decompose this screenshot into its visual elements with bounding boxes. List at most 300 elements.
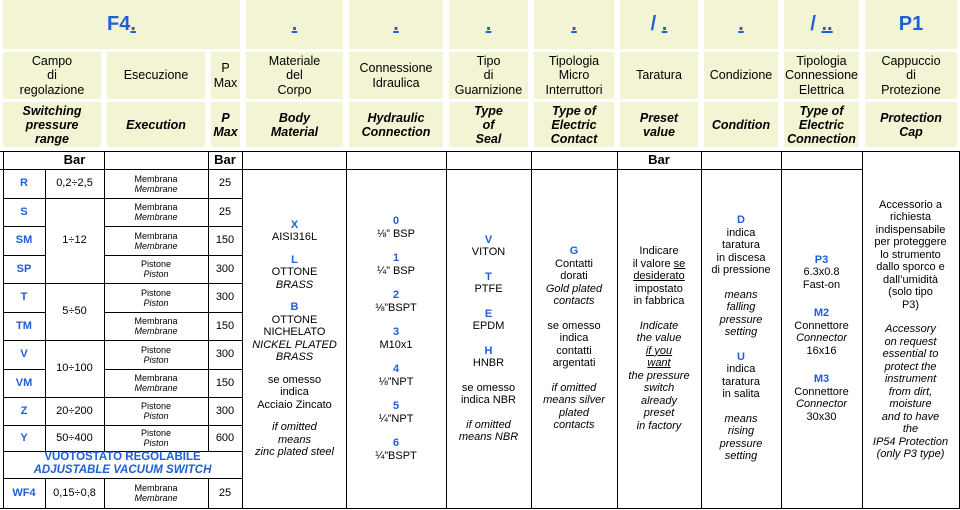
- row-code-text: Z: [20, 404, 28, 417]
- header-tipologia-micro-line2: Micro: [558, 68, 590, 83]
- preset-en1: Indicate: [639, 319, 679, 332]
- header-cap-en-line2: Cap: [899, 124, 923, 139]
- execution-cell: [104, 169, 208, 198]
- material-column: [243, 169, 346, 508]
- execution-it: Pistone: [140, 344, 172, 355]
- row-code: [3, 369, 45, 397]
- code-cap-text: P1: [898, 13, 924, 35]
- contact-o1: se omesso: [547, 319, 601, 332]
- pmax-cell: [208, 340, 242, 369]
- execution-it: Membrana: [134, 173, 178, 184]
- cap-en-line: IP54 Protection: [872, 435, 949, 448]
- header-pmax-en: [208, 102, 243, 150]
- range-cell: [45, 198, 104, 283]
- material-b-text1: OTTONE: [271, 313, 318, 326]
- condition-u2: taratura: [722, 375, 760, 388]
- cap-en-line: Accessory: [885, 323, 936, 335]
- code-f4-text: F4: [107, 13, 131, 35]
- range-text: 0,2÷2,5: [56, 177, 93, 190]
- code-material: [243, 0, 346, 52]
- header-contact-en-line2: Electric: [551, 117, 597, 132]
- material-omit2: indica: [280, 386, 309, 398]
- range-text: 0,15÷0,8: [53, 486, 96, 499]
- code-connection-text: .: [393, 13, 399, 35]
- preset-it1: Indicare: [639, 245, 679, 257]
- header-cappuccio-line2: di: [906, 68, 916, 83]
- header-cap-en: [862, 102, 960, 150]
- row-code: [3, 340, 45, 369]
- row-code-text: VM: [15, 376, 33, 389]
- range-text: 20÷200: [56, 404, 93, 417]
- header-contact-en: [531, 102, 617, 150]
- contact-o-en4: contacts: [553, 419, 595, 432]
- header-preset-en-line1: Preset: [639, 110, 679, 125]
- header-materiale-line1: Materiale: [268, 53, 321, 68]
- header-body-en-line1: Body: [278, 110, 311, 125]
- material-x-code: X: [290, 218, 299, 231]
- header-range-en: [0, 102, 104, 150]
- cap-it-line: richiesta: [890, 211, 931, 223]
- hydraulic-text: ¼”BSPT: [375, 449, 417, 462]
- material-l-en: BRASS: [275, 278, 314, 291]
- execution-en: Piston: [143, 411, 169, 421]
- pmax-text: 25: [218, 486, 232, 499]
- condition-column: [701, 169, 781, 508]
- code-f4: [0, 0, 243, 52]
- material-l-code: L: [291, 253, 298, 266]
- hydraulic-code: 6: [392, 437, 400, 449]
- cap-en-line: moisture: [889, 398, 932, 410]
- execution-en: Membrane: [134, 383, 178, 393]
- execution-cell: [104, 283, 208, 312]
- condition-d4: di pressione: [711, 264, 771, 277]
- execution-cell: [104, 369, 208, 397]
- pmax-cell: [208, 226, 242, 255]
- header-pmax-en-line1: P: [221, 110, 230, 125]
- seal-omit2: indica NBR: [460, 394, 517, 406]
- cap-en-line: the: [902, 423, 919, 435]
- material-omit1: se omesso: [267, 373, 322, 386]
- pmax-text: 300: [215, 348, 235, 361]
- electric-m3-code: M3: [813, 373, 830, 386]
- header-tipologia-micro: [531, 52, 617, 102]
- pmax-text: 300: [215, 291, 235, 304]
- cap-en-line: from dirt,: [888, 385, 933, 398]
- seal-v-text: VITON: [471, 246, 506, 258]
- seal-e-text: EPDM: [472, 320, 505, 332]
- header-taratura: [617, 52, 701, 102]
- header-hydraulic-en-line2: Connection: [361, 124, 431, 139]
- execution-en: Piston: [143, 438, 169, 448]
- preset-en6: switch: [643, 382, 675, 394]
- code-connection: [346, 0, 446, 52]
- execution-it: Membrana: [134, 316, 178, 326]
- execution-en: Membrane: [134, 240, 178, 251]
- row-code: [3, 478, 45, 508]
- unit-bar-range-text: Bar: [63, 151, 86, 167]
- electric-m3-en: Connector: [796, 398, 847, 411]
- execution-cell: [104, 340, 208, 369]
- material-b-en1: NICKEL PLATED: [252, 338, 337, 351]
- hydraulic-code: 3: [392, 326, 400, 338]
- pmax-cell: [208, 369, 242, 397]
- execution-it: Pistone: [140, 401, 172, 411]
- pmax-text: 25: [218, 177, 232, 190]
- cap-en-line: and to have: [881, 410, 940, 423]
- header-range-en-line2: pressure: [25, 117, 79, 132]
- material-omit-en3: zinc plated steel: [255, 446, 334, 458]
- electric-p3-code: P3: [814, 253, 829, 266]
- condition-d3: in discesa: [716, 251, 766, 264]
- row-code-text: R: [20, 177, 28, 190]
- contact-g-en1: Gold plated: [545, 282, 603, 295]
- preset-it2a: il valore: [632, 257, 674, 270]
- header-materiale: [243, 52, 346, 102]
- code-seal: [446, 0, 531, 52]
- header-materiale-line3: Corpo: [277, 82, 312, 97]
- preset-column: [617, 169, 701, 508]
- cap-it-line: Accessorio a: [879, 198, 942, 211]
- electric-m2-en: Connector: [796, 332, 847, 345]
- pmax-cell: [208, 312, 242, 340]
- unit-bar-pmax: [208, 151, 242, 169]
- header-body-en: [243, 102, 346, 150]
- range-text: 5÷50: [62, 305, 87, 318]
- hydraulic-code: 2: [392, 289, 400, 301]
- hydraulic-text: ¼”NPT: [378, 412, 414, 425]
- code-preset-dot: .: [661, 13, 668, 35]
- code-seal-text: .: [485, 13, 492, 35]
- contact-o3: contatti: [556, 344, 592, 357]
- header-seal-en-line3: Seal: [475, 131, 502, 146]
- header-preset-en: [617, 102, 701, 150]
- header-seal-en-line1: Type: [474, 103, 503, 118]
- cap-en-line: instrument: [884, 373, 937, 385]
- execution-cell: [104, 478, 208, 508]
- code-preset-slash: /: [650, 13, 657, 35]
- range-text: 50÷400: [56, 431, 93, 444]
- header-pmax: [208, 52, 243, 102]
- material-b-code: B: [290, 301, 299, 313]
- pmax-cell: [208, 425, 242, 451]
- preset-en8: preset: [643, 407, 675, 419]
- hydraulic-text: M10x1: [379, 338, 413, 351]
- header-cap-en-line1: Protection: [880, 110, 942, 125]
- execution-en: Membrane: [134, 326, 178, 336]
- cap-it-line: P3): [901, 298, 920, 311]
- header-tipologia-conn: [781, 52, 862, 102]
- row-code-text: T: [20, 291, 28, 304]
- material-x-text: AISI316L: [271, 231, 318, 243]
- electric-m3-1: Connettore: [794, 385, 849, 398]
- hydraulic-text: ⅛”NPT: [378, 375, 414, 388]
- range-cell: [45, 340, 104, 397]
- contact-g-en2: contacts: [553, 295, 595, 308]
- code-contact-text: .: [571, 13, 577, 35]
- header-electric-en-line2: Electric: [798, 117, 845, 132]
- electric-m2-1: Connettore: [794, 319, 849, 332]
- header-materiale-line2: del: [286, 68, 303, 83]
- material-omit-en2: means: [277, 433, 312, 446]
- hydraulic-code: 4: [392, 363, 400, 375]
- condition-u-en4: setting: [724, 450, 758, 463]
- header-electric-en-line3: Connection: [787, 131, 856, 146]
- header-pmax-line2: Max: [213, 75, 238, 90]
- cap-en-line: protect the: [884, 360, 937, 373]
- seal-h-code: H: [484, 344, 493, 357]
- execution-en: Membrane: [134, 183, 178, 194]
- pmax-text: 300: [215, 404, 235, 417]
- preset-en7: already: [640, 394, 678, 407]
- execution-en: Membrane: [134, 212, 178, 222]
- pmax-text: 150: [215, 234, 235, 247]
- header-campo-line3: regolazione: [19, 82, 85, 97]
- contact-o4: argentati: [552, 357, 596, 370]
- execution-cell: [104, 397, 208, 425]
- execution-it: Pistone: [140, 428, 172, 438]
- execution-en: Piston: [143, 297, 169, 308]
- contact-g1: Contatti: [555, 257, 593, 270]
- cap-it-line: lo strumento: [880, 248, 941, 261]
- header-seal-en-line2: of: [482, 117, 495, 132]
- electric-p3-2: Fast-on: [802, 278, 841, 291]
- material-l-text: OTTONE: [271, 266, 318, 278]
- pmax-text: 150: [215, 319, 235, 332]
- preset-en9: in factory: [636, 419, 682, 432]
- header-condizione-text: Condizione: [709, 68, 773, 83]
- vacuum-switch-label: [3, 451, 242, 477]
- code-f4-sep: .: [130, 13, 136, 35]
- row-code: [3, 312, 45, 340]
- seal-omit1: se omesso: [461, 381, 516, 394]
- row-code-text: WF4: [12, 486, 36, 499]
- header-condition-en-text: Condition: [711, 117, 771, 132]
- seal-omit-en1: if omitted: [466, 418, 511, 431]
- cap-en-line: essential to: [882, 348, 939, 360]
- code-cap: [862, 0, 960, 52]
- row-code: [3, 425, 45, 451]
- condition-u-en2: rising: [727, 425, 755, 438]
- header-connessione-line2: Idraulica: [372, 75, 420, 90]
- code-electric-slash: /: [810, 13, 816, 35]
- condition-d-en4: setting: [724, 326, 758, 339]
- unit-bar-preset: [617, 151, 701, 169]
- header-hydraulic-en-line1: Hydraulic: [367, 110, 425, 125]
- execution-cell: [104, 312, 208, 340]
- range-cell: [45, 425, 104, 451]
- cap-it-line: dall’umidità: [882, 273, 939, 286]
- header-campo: [0, 52, 104, 102]
- condition-u3: in salita: [722, 388, 760, 401]
- header-contact-en-line3: Contact: [550, 131, 598, 146]
- preset-en4: want: [647, 357, 671, 369]
- header-esecuzione-text: Esecuzione: [123, 68, 189, 83]
- execution-cell: [104, 226, 208, 255]
- electric-m2-2: 16x16: [806, 344, 837, 357]
- header-cappuccio: [862, 52, 960, 102]
- preset-it2: [633, 258, 686, 271]
- unit-bar-range: [45, 151, 104, 169]
- electric-column: [781, 169, 862, 508]
- execution-cell: [104, 425, 208, 451]
- preset-en3: if you: [645, 344, 673, 357]
- condition-u-code: U: [737, 350, 745, 363]
- header-pmax-line1: P: [221, 61, 230, 75]
- seal-e-code: E: [484, 307, 493, 320]
- contact-o-en3: plated: [559, 406, 589, 419]
- header-range-en-line3: range: [34, 131, 70, 146]
- header-connessione: [346, 52, 446, 102]
- cap-it-line: (solo tipo: [888, 286, 933, 298]
- execution-en: Membrane: [134, 493, 178, 503]
- row-code: [3, 226, 45, 255]
- execution-it: Pistone: [140, 287, 172, 298]
- row-code: [3, 255, 45, 283]
- hydraulic-code: 1: [392, 252, 400, 264]
- unit-bar-preset-text: Bar: [648, 151, 670, 167]
- code-preset: [617, 0, 701, 52]
- row-code-text: S: [20, 205, 28, 218]
- row-code: [3, 283, 45, 312]
- code-electric: [781, 0, 862, 52]
- grid-line: [0, 508, 960, 509]
- code-contact: [531, 0, 617, 52]
- header-tipologia-conn-line1: Tipologia: [796, 53, 847, 68]
- execution-it: Membrana: [134, 230, 178, 241]
- unit-bar-pmax-text: Bar: [214, 151, 236, 167]
- contact-o2: indica: [559, 332, 589, 345]
- header-tipo: [446, 52, 531, 102]
- electric-p3-1: 6.3x0.8: [803, 266, 840, 279]
- cap-it-line: indispensabile: [875, 223, 946, 236]
- execution-cell: [104, 255, 208, 283]
- contact-o-en2: means silver: [543, 394, 605, 407]
- row-code: [3, 397, 45, 425]
- preset-it5: in fabbrica: [633, 295, 685, 307]
- execution-it: Membrana: [134, 202, 178, 212]
- seal-t-code: T: [485, 270, 492, 283]
- preset-en2: the value: [636, 332, 682, 344]
- hydraulic-text: ⅛” BSP: [377, 227, 415, 240]
- condition-d-en2: falling: [726, 301, 756, 314]
- condition-u-en1: means: [724, 412, 758, 425]
- seal-t-text: PTFE: [474, 283, 503, 295]
- execution-it: Pistone: [140, 259, 172, 269]
- contact-column: [531, 169, 617, 508]
- header-esecuzione: [104, 52, 208, 102]
- header-tipo-line3: Guarnizione: [454, 82, 523, 97]
- execution-en: Piston: [143, 269, 169, 279]
- contact-g-code: G: [569, 245, 579, 258]
- header-tipologia-micro-line1: Tipologia: [548, 53, 600, 68]
- header-tipo-line1: Tipo: [476, 53, 501, 68]
- range-cell: [45, 397, 104, 425]
- cap-it-line: dallo sporco e: [876, 261, 945, 273]
- preset-it3: desiderato: [633, 270, 685, 282]
- header-tipologia-conn-line3: Elettrica: [798, 82, 845, 97]
- header-cappuccio-line3: Protezione: [881, 82, 941, 97]
- execution-it: Membrana: [134, 483, 178, 493]
- vacuum-en: ADJUSTABLE VACUUM SWITCH: [33, 464, 212, 476]
- pmax-cell: [208, 169, 242, 198]
- row-code-text: TM: [16, 319, 32, 332]
- pmax-text: 150: [215, 376, 235, 389]
- preset-it4: impostato: [635, 282, 683, 295]
- range-cell: [45, 283, 104, 340]
- header-tipologia-conn-line2: Connessione: [785, 68, 858, 83]
- cap-en-line: on request: [884, 335, 937, 348]
- pmax-text: 300: [215, 262, 235, 275]
- condition-d-code: D: [737, 214, 745, 227]
- header-connessione-line1: Connessione: [359, 61, 433, 75]
- execution-it: Membrana: [134, 373, 178, 383]
- hydraulic-text: ¼” BSP: [377, 264, 415, 277]
- execution-cell: [104, 198, 208, 226]
- pmax-cell: [208, 478, 242, 508]
- pmax-cell: [208, 198, 242, 226]
- range-text: 1÷12: [62, 234, 87, 247]
- header-preset-en-line2: value: [643, 124, 675, 139]
- code-material-text: .: [291, 13, 298, 35]
- header-execution-en-text: Execution: [126, 117, 186, 132]
- row-code-text: SP: [16, 262, 32, 275]
- pmax-cell: [208, 255, 242, 283]
- preset-en5: the pressure: [628, 369, 690, 382]
- header-seal-en: [446, 102, 531, 150]
- material-b-text2: NICHELATO: [263, 326, 326, 338]
- seal-omit-en2: means NBR: [458, 431, 519, 443]
- material-omit3: Acciaio Zincato: [257, 398, 332, 411]
- hydraulic-code: 5: [392, 400, 400, 412]
- header-campo-line1: Campo: [31, 53, 73, 68]
- code-condition-text: .: [738, 13, 744, 35]
- header-hydraulic-en: [346, 102, 446, 150]
- condition-d1: indica: [726, 226, 756, 239]
- header-tipo-line2: di: [483, 68, 494, 83]
- cap-column: [862, 151, 959, 508]
- seal-column: [446, 169, 531, 508]
- row-code-text: SM: [15, 234, 33, 247]
- header-tipologia-micro-line3: Interruttori: [545, 82, 603, 97]
- header-body-en-line2: Material: [270, 124, 319, 139]
- cap-en-line: (only P3 type): [876, 448, 945, 460]
- header-pmax-en-line2: Max: [213, 124, 238, 139]
- range-cell: [45, 169, 104, 198]
- header-electric-en-line1: Type of: [799, 103, 844, 118]
- seal-h-text: HNBR: [472, 357, 505, 369]
- code-electric-dots: ..: [821, 13, 833, 35]
- header-condition-en: [701, 102, 781, 150]
- code-condition: [701, 0, 781, 52]
- header-condizione: [701, 52, 781, 102]
- header-campo-line2: di: [47, 68, 57, 83]
- header-cappuccio-line1: Cappuccio: [881, 53, 941, 68]
- preset-it2b: se: [673, 257, 686, 270]
- condition-u-en3: pressure: [719, 437, 763, 450]
- condition-d-en3: pressure: [719, 313, 763, 326]
- material-omit-en1: if omitted: [272, 421, 317, 433]
- cap-it-line: per proteggere: [874, 236, 947, 248]
- vacuum-it: VUOTOSTATO REGOLABILE: [44, 451, 201, 463]
- contact-o-en1: if omitted: [551, 381, 597, 394]
- contact-g2: dorati: [560, 270, 588, 283]
- grid-line: [0, 151, 960, 152]
- electric-m2-code: M2: [813, 307, 830, 320]
- material-b-en2: BRASS: [275, 351, 314, 363]
- condition-d-en1: means: [724, 288, 758, 301]
- row-code: [3, 198, 45, 226]
- pmax-cell: [208, 283, 242, 312]
